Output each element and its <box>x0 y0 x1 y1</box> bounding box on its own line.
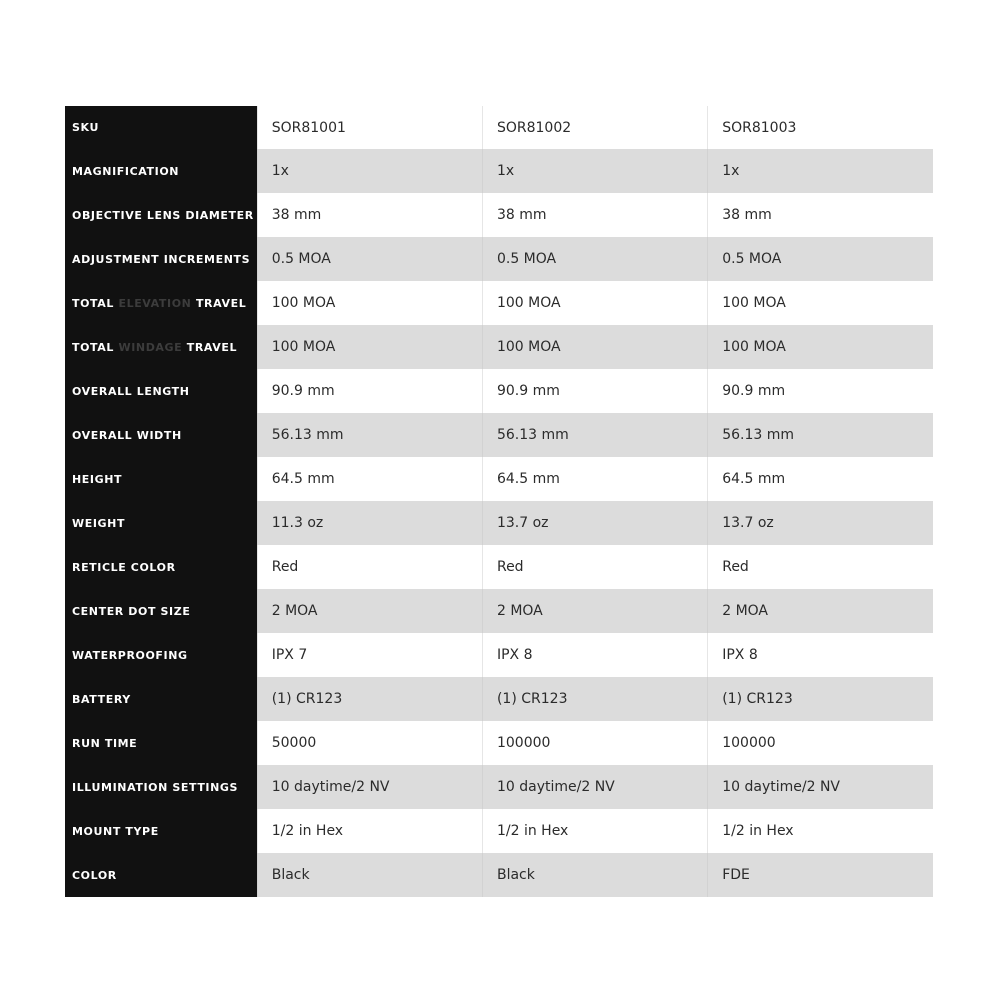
cell-value: 50000 <box>257 721 482 765</box>
table-row-overall-width <box>65 413 933 457</box>
cell-value: Red <box>708 545 933 589</box>
cell-value: 56.13 mm <box>257 413 482 457</box>
cell-value: 100000 <box>482 721 707 765</box>
row-label-part: TRAVEL <box>186 340 238 354</box>
row-label: MOUNT TYPE <box>65 809 257 853</box>
table-row-objective-lens-diameter <box>65 193 933 237</box>
cell-value: 38 mm <box>482 193 707 237</box>
cell-value: IPX 7 <box>257 633 482 677</box>
cell-value: 13.7 oz <box>482 501 707 545</box>
cell-value: SOR81001 <box>257 106 482 149</box>
cell-value: 0.5 MOA <box>482 237 707 281</box>
cell-value: 2 MOA <box>708 589 933 633</box>
cell-value: 100000 <box>708 721 933 765</box>
cell-value: 100 MOA <box>708 281 933 325</box>
cell-value: 10 daytime/2 NV <box>257 765 482 809</box>
row-label: WEIGHT <box>65 501 257 545</box>
table-row-magnification <box>65 149 933 193</box>
cell-value: Black <box>482 853 707 897</box>
cell-value: 1/2 in Hex <box>708 809 933 853</box>
cell-value: 0.5 MOA <box>257 237 482 281</box>
cell-value: 100 MOA <box>257 325 482 369</box>
table-row-weight <box>65 501 933 545</box>
row-label: HEIGHT <box>65 457 257 501</box>
cell-value: 56.13 mm <box>708 413 933 457</box>
row-label: SKU <box>65 106 257 149</box>
row-label: BATTERY <box>65 677 257 721</box>
row-label <box>65 281 257 325</box>
cell-value: Red <box>257 545 482 589</box>
cell-value: 1x <box>708 149 933 193</box>
cell-value: Black <box>257 853 482 897</box>
cell-value: SOR81003 <box>708 106 933 149</box>
cell-value: 1/2 in Hex <box>482 809 707 853</box>
table-row-run-time <box>65 721 933 765</box>
table-row-overall-length <box>65 369 933 413</box>
cell-value: (1) CR123 <box>708 677 933 721</box>
cell-value: 100 MOA <box>482 281 707 325</box>
table-row-sku <box>65 106 933 149</box>
row-label: MAGNIFICATION <box>65 149 257 193</box>
table-row-center-dot-size <box>65 589 933 633</box>
cell-value: 90.9 mm <box>482 369 707 413</box>
cell-value: (1) CR123 <box>482 677 707 721</box>
row-label-part: TOTAL <box>72 296 115 310</box>
row-label-part: WINDAGE <box>118 340 183 354</box>
row-label-part: ELEVATION <box>118 296 192 310</box>
row-label: OBJECTIVE LENS DIAMETER <box>65 193 257 237</box>
cell-value: FDE <box>708 853 933 897</box>
row-label <box>65 325 257 369</box>
table-row-battery <box>65 677 933 721</box>
cell-value: 64.5 mm <box>482 457 707 501</box>
row-label: RUN TIME <box>65 721 257 765</box>
row-label-part: TRAVEL <box>195 296 247 310</box>
table-row-illumination-settings <box>65 765 933 809</box>
cell-value: 2 MOA <box>257 589 482 633</box>
cell-value: 1x <box>482 149 707 193</box>
row-label-part: TOTAL <box>72 340 115 354</box>
cell-value: SOR81002 <box>482 106 707 149</box>
cell-value: 90.9 mm <box>257 369 482 413</box>
cell-value: IPX 8 <box>708 633 933 677</box>
row-label: RETICLE COLOR <box>65 545 257 589</box>
table-row-waterproofing <box>65 633 933 677</box>
row-label: OVERALL WIDTH <box>65 413 257 457</box>
cell-value: 13.7 oz <box>708 501 933 545</box>
cell-value: 64.5 mm <box>708 457 933 501</box>
table-row-total-windage-travel <box>65 325 933 369</box>
cell-value: 11.3 oz <box>257 501 482 545</box>
row-label: WATERPROOFING <box>65 633 257 677</box>
cell-value: 100 MOA <box>708 325 933 369</box>
cell-value: 56.13 mm <box>482 413 707 457</box>
cell-value: 64.5 mm <box>257 457 482 501</box>
table-row-reticle-color <box>65 545 933 589</box>
cell-value: 90.9 mm <box>708 369 933 413</box>
row-label: ADJUSTMENT INCREMENTS <box>65 237 257 281</box>
cell-value: 10 daytime/2 NV <box>708 765 933 809</box>
cell-value: 38 mm <box>257 193 482 237</box>
cell-value: Red <box>482 545 707 589</box>
row-label: OVERALL LENGTH <box>65 369 257 413</box>
table-row-total-elevation-travel <box>65 281 933 325</box>
table-row-height <box>65 457 933 501</box>
cell-value: 1/2 in Hex <box>257 809 482 853</box>
row-label: ILLUMINATION SETTINGS <box>65 765 257 809</box>
cell-value: 0.5 MOA <box>708 237 933 281</box>
cell-value: 2 MOA <box>482 589 707 633</box>
row-label: COLOR <box>65 853 257 897</box>
cell-value: 100 MOA <box>482 325 707 369</box>
cell-value: 100 MOA <box>257 281 482 325</box>
cell-value: 1x <box>257 149 482 193</box>
row-label: CENTER DOT SIZE <box>65 589 257 633</box>
table-row-color <box>65 853 933 897</box>
cell-value: (1) CR123 <box>257 677 482 721</box>
cell-value: 10 daytime/2 NV <box>482 765 707 809</box>
cell-value: IPX 8 <box>482 633 707 677</box>
spec-table <box>65 106 933 897</box>
table-row-mount-type <box>65 809 933 853</box>
table-row-adjustment-increments <box>65 237 933 281</box>
cell-value: 38 mm <box>708 193 933 237</box>
